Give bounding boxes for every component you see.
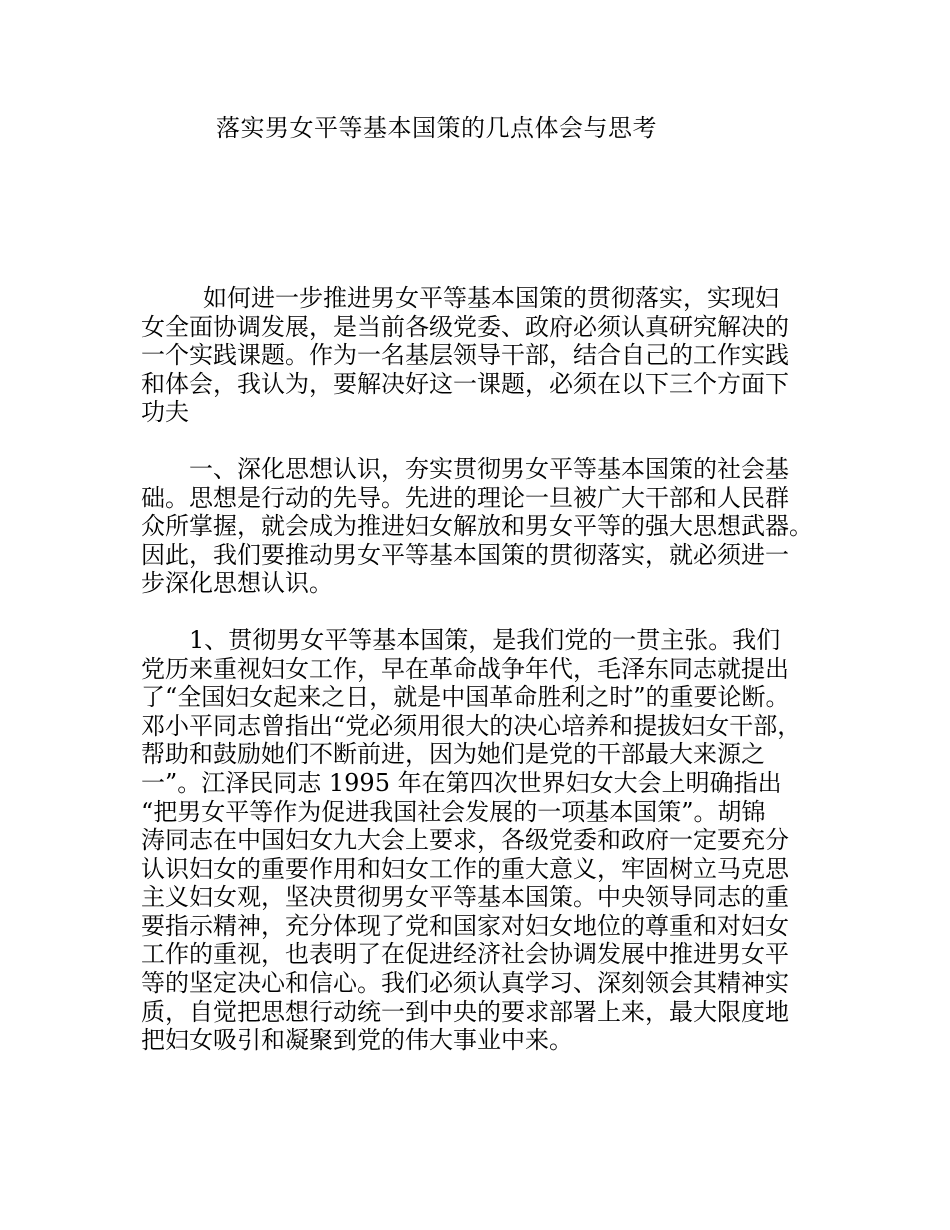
paragraph-line: 党历来重视妇女工作，早在革命战争年代，毛泽东同志就提出 xyxy=(141,654,789,683)
paragraph-intro xyxy=(141,284,831,427)
paragraph-point-one xyxy=(141,626,831,1055)
paragraph-line: 女全面协调发展，是当前各级党委、政府必须认真研究解决的 xyxy=(141,312,789,341)
paragraph-line: 众所掌握，就会成为推进妇女解放和男女平等的强大思想武器。 xyxy=(141,512,813,541)
paragraph-line: 如何进一步推进男女平等基本国策的贯彻落实，实现妇 xyxy=(203,284,779,312)
paragraph-line: 一、深化思想认识，夯实贯彻男女平等基本国策的社会基 xyxy=(189,454,789,483)
paragraph-line: 因此，我们要推动男女平等基本国策的贯彻落实，就必须进一 xyxy=(141,540,789,569)
paragraph-line: 邓小平同志曾指出“党必须用很大的决心培养和提拔妇女干部， xyxy=(141,711,802,740)
paragraph-line: 质，自觉把思想行动统一到中央的要求部署上来，最大限度地 xyxy=(141,997,789,1026)
paragraph-line: 把妇女吸引和凝聚到党的伟大事业中来。 xyxy=(141,1026,573,1055)
paragraph-line: “把男女平等作为促进我国社会发展的一项基本国策”。胡锦 xyxy=(141,797,766,826)
paragraph-line: 等的坚定决心和信心。我们必须认真学习、深刻领会其精神实 xyxy=(141,969,789,998)
paragraph-line: 帮助和鼓励她们不断前进，因为她们是党的干部最大来源之 xyxy=(141,740,765,769)
paragraph-line: 功夫 xyxy=(141,398,189,427)
paragraph-line: 一”。江泽民同志 1995 年在第四次世界妇女大会上明确指出 xyxy=(141,768,782,797)
paragraph-line: 步深化思想认识。 xyxy=(141,569,333,598)
paragraph-line: 和体会，我认为，要解决好这一课题，必须在以下三个方面下 xyxy=(141,369,789,398)
paragraph-line: 要指示精神，充分体现了党和国家对妇女地位的尊重和对妇女 xyxy=(141,911,789,940)
paragraph-line: 涛同志在中国妇女九大会上要求，各级党委和政府一定要充分 xyxy=(141,826,789,855)
paragraph-line: 工作的重视，也表明了在促进经济社会协调发展中推进男女平 xyxy=(141,940,789,969)
paragraph-line: 础。思想是行动的先导。先进的理论一旦被广大干部和人民群 xyxy=(141,483,789,512)
paragraph-line: 1、贯彻男女平等基本国策，是我们党的一贯主张。我们 xyxy=(189,625,781,654)
document-title: 落实男女平等基本国策的几点体会与思考 xyxy=(216,114,657,142)
paragraph-line: 了“全国妇女起来之日，就是中国革命胜利之时”的重要论断。 xyxy=(141,683,790,712)
document-body xyxy=(141,284,831,1083)
paragraph-section-one xyxy=(141,455,831,598)
paragraph-line: 认识妇女的重要作用和妇女工作的重大意义，牢固树立马克思 xyxy=(141,854,789,883)
paragraph-line: 主义妇女观，坚决贯彻男女平等基本国策。中央领导同志的重 xyxy=(141,883,789,912)
paragraph-line: 一个实践课题。作为一名基层领导干部，结合自己的工作实践 xyxy=(141,341,789,370)
